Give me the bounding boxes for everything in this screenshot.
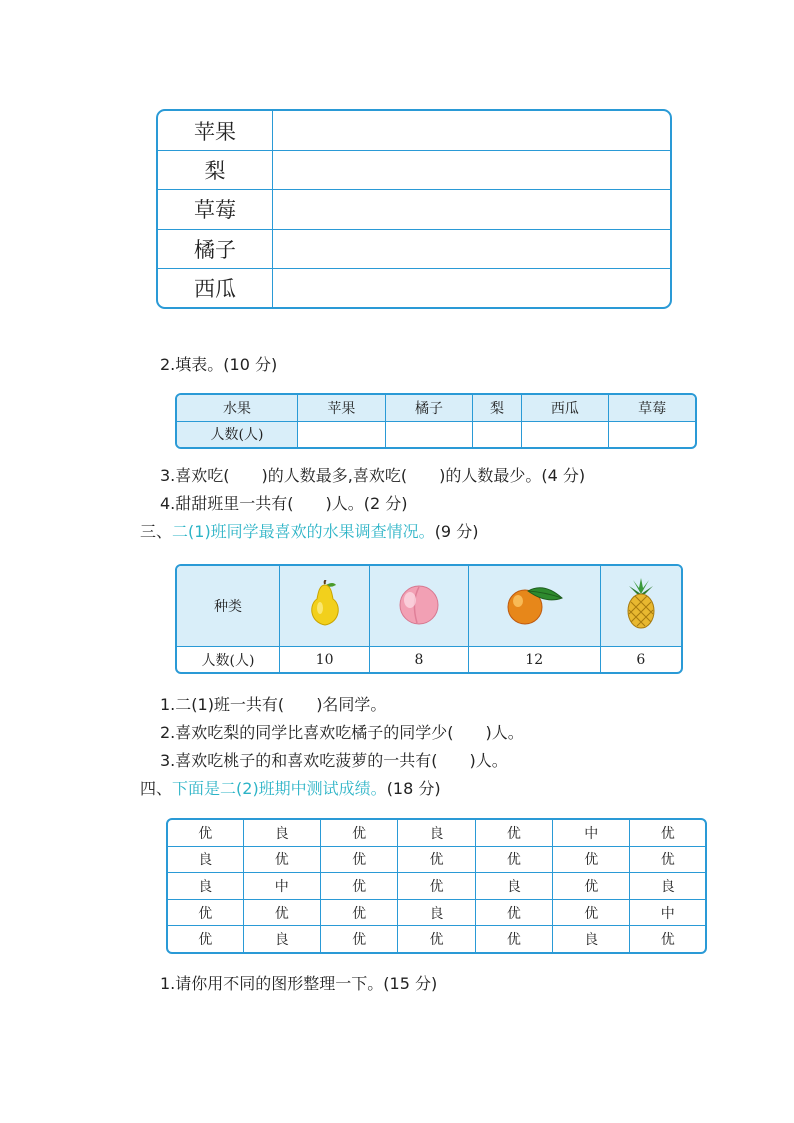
grade-cell: 优 (475, 899, 552, 926)
grade-cell: 良 (398, 820, 475, 846)
fill-header-cell: 西瓜 (521, 395, 609, 421)
grade-cell: 优 (320, 899, 397, 926)
grade-cell: 优 (398, 873, 475, 900)
grade-cell: 优 (630, 846, 705, 873)
s3-question-3: 3.喜欢吃桃子的和喜欢吃菠萝的一共有( )人。 (160, 751, 508, 770)
grade-cell: 优 (168, 926, 243, 952)
tally-label: 草莓 (158, 190, 273, 228)
section-4-heading: 四、下面是二(2)班期中测试成绩。(18 分) (140, 779, 441, 798)
grade-cell: 中 (630, 899, 705, 926)
tally-cell[interactable] (273, 111, 670, 150)
section-3-title: 二(1)班同学最喜欢的水果调查情况。 (172, 522, 435, 541)
question-3: 3.喜欢吃( )的人数最多,喜欢吃( )的人数最少。(4 分) (160, 466, 586, 485)
grades-row (168, 899, 705, 926)
grade-cell: 优 (553, 899, 630, 926)
tally-cell[interactable] (273, 230, 670, 268)
grade-cell: 中 (243, 873, 320, 900)
grade-cell: 中 (553, 820, 630, 846)
grade-cell: 良 (630, 873, 705, 900)
pear-icon (305, 580, 345, 628)
tally-label: 梨 (158, 151, 273, 189)
grades-row (168, 846, 705, 873)
grade-cell: 良 (168, 846, 243, 873)
tally-row (158, 229, 670, 268)
grade-cell: 良 (168, 873, 243, 900)
pineapple-icon (623, 578, 659, 630)
fill-answer-cell[interactable] (521, 421, 609, 447)
tally-label: 橘子 (158, 230, 273, 268)
tally-cell[interactable] (273, 151, 670, 189)
survey-count-cell: 12 (468, 647, 600, 673)
grade-cell: 优 (553, 873, 630, 900)
section-3-heading: 三、二(1)班同学最喜欢的水果调查情况。(9 分) (140, 522, 479, 541)
question-2: 2.填表。(10 分) (160, 355, 278, 374)
grade-cell: 优 (630, 820, 705, 846)
fill-header-cell: 水果 (177, 395, 298, 421)
fill-answer-row (177, 421, 695, 447)
fruit-tally-table (156, 109, 672, 309)
tally-label: 苹果 (158, 111, 273, 150)
s3-question-1: 1.二(1)班一共有( )名同学。 (160, 695, 387, 714)
section-4-title: 下面是二(2)班期中测试成绩。 (172, 779, 387, 798)
grade-cell: 良 (553, 926, 630, 952)
tally-label: 西瓜 (158, 269, 273, 307)
fill-header-cell: 草莓 (609, 395, 695, 421)
grade-cell: 优 (475, 820, 552, 846)
tally-cell[interactable] (273, 269, 670, 307)
tally-row (158, 111, 670, 150)
s3-question-2: 2.喜欢吃梨的同学比喜欢吃橘子的同学少( )人。 (160, 723, 524, 742)
survey-count-row (177, 647, 681, 673)
question-4: 4.甜甜班里一共有( )人。(2 分) (160, 494, 408, 513)
grade-cell: 优 (553, 846, 630, 873)
survey-count-cell: 10 (280, 647, 370, 673)
fill-header-cell: 橘子 (385, 395, 473, 421)
grade-cell: 优 (168, 820, 243, 846)
survey-count-label: 人数(人) (177, 647, 280, 673)
peach-icon (397, 582, 441, 626)
fill-header-cell: 梨 (473, 395, 521, 421)
fill-answer-cell[interactable] (385, 421, 473, 447)
grade-cell: 良 (398, 899, 475, 926)
s4-question-1: 1.请你用不同的图形整理一下。(15 分) (160, 974, 438, 993)
grade-cell: 良 (475, 873, 552, 900)
survey-count-cell: 6 (600, 647, 681, 673)
grade-cell: 优 (475, 926, 552, 952)
tally-row (158, 189, 670, 228)
grade-cell: 优 (243, 846, 320, 873)
grade-cell: 良 (243, 926, 320, 952)
grade-cell: 优 (475, 846, 552, 873)
orange-icon (504, 580, 564, 628)
grade-cell: 优 (320, 820, 397, 846)
grade-cell: 优 (320, 846, 397, 873)
grade-cell: 优 (398, 846, 475, 873)
grades-row (168, 873, 705, 900)
grades-row (168, 926, 705, 952)
tally-cell[interactable] (273, 190, 670, 228)
survey-kind-row (177, 566, 681, 647)
grade-cell: 优 (168, 899, 243, 926)
tally-row (158, 268, 670, 307)
survey-count-cell: 8 (370, 647, 469, 673)
grade-cell: 优 (320, 873, 397, 900)
grades-table (166, 818, 707, 954)
grade-cell: 优 (398, 926, 475, 952)
grades-row (168, 820, 705, 846)
fill-answer-cell[interactable] (609, 421, 695, 447)
grade-cell: 良 (243, 820, 320, 846)
fruit-survey-table (175, 564, 683, 674)
tally-row (158, 150, 670, 189)
fill-answer-cell[interactable] (473, 421, 521, 447)
fill-answer-cell[interactable] (298, 421, 386, 447)
fill-header-row (177, 395, 695, 421)
grade-cell: 优 (320, 926, 397, 952)
fill-in-table (175, 393, 697, 449)
grade-cell: 优 (630, 926, 705, 952)
survey-kind-label: 种类 (177, 566, 280, 647)
fill-row-label: 人数(人) (177, 421, 298, 447)
fill-header-cell: 苹果 (298, 395, 386, 421)
grade-cell: 优 (243, 899, 320, 926)
